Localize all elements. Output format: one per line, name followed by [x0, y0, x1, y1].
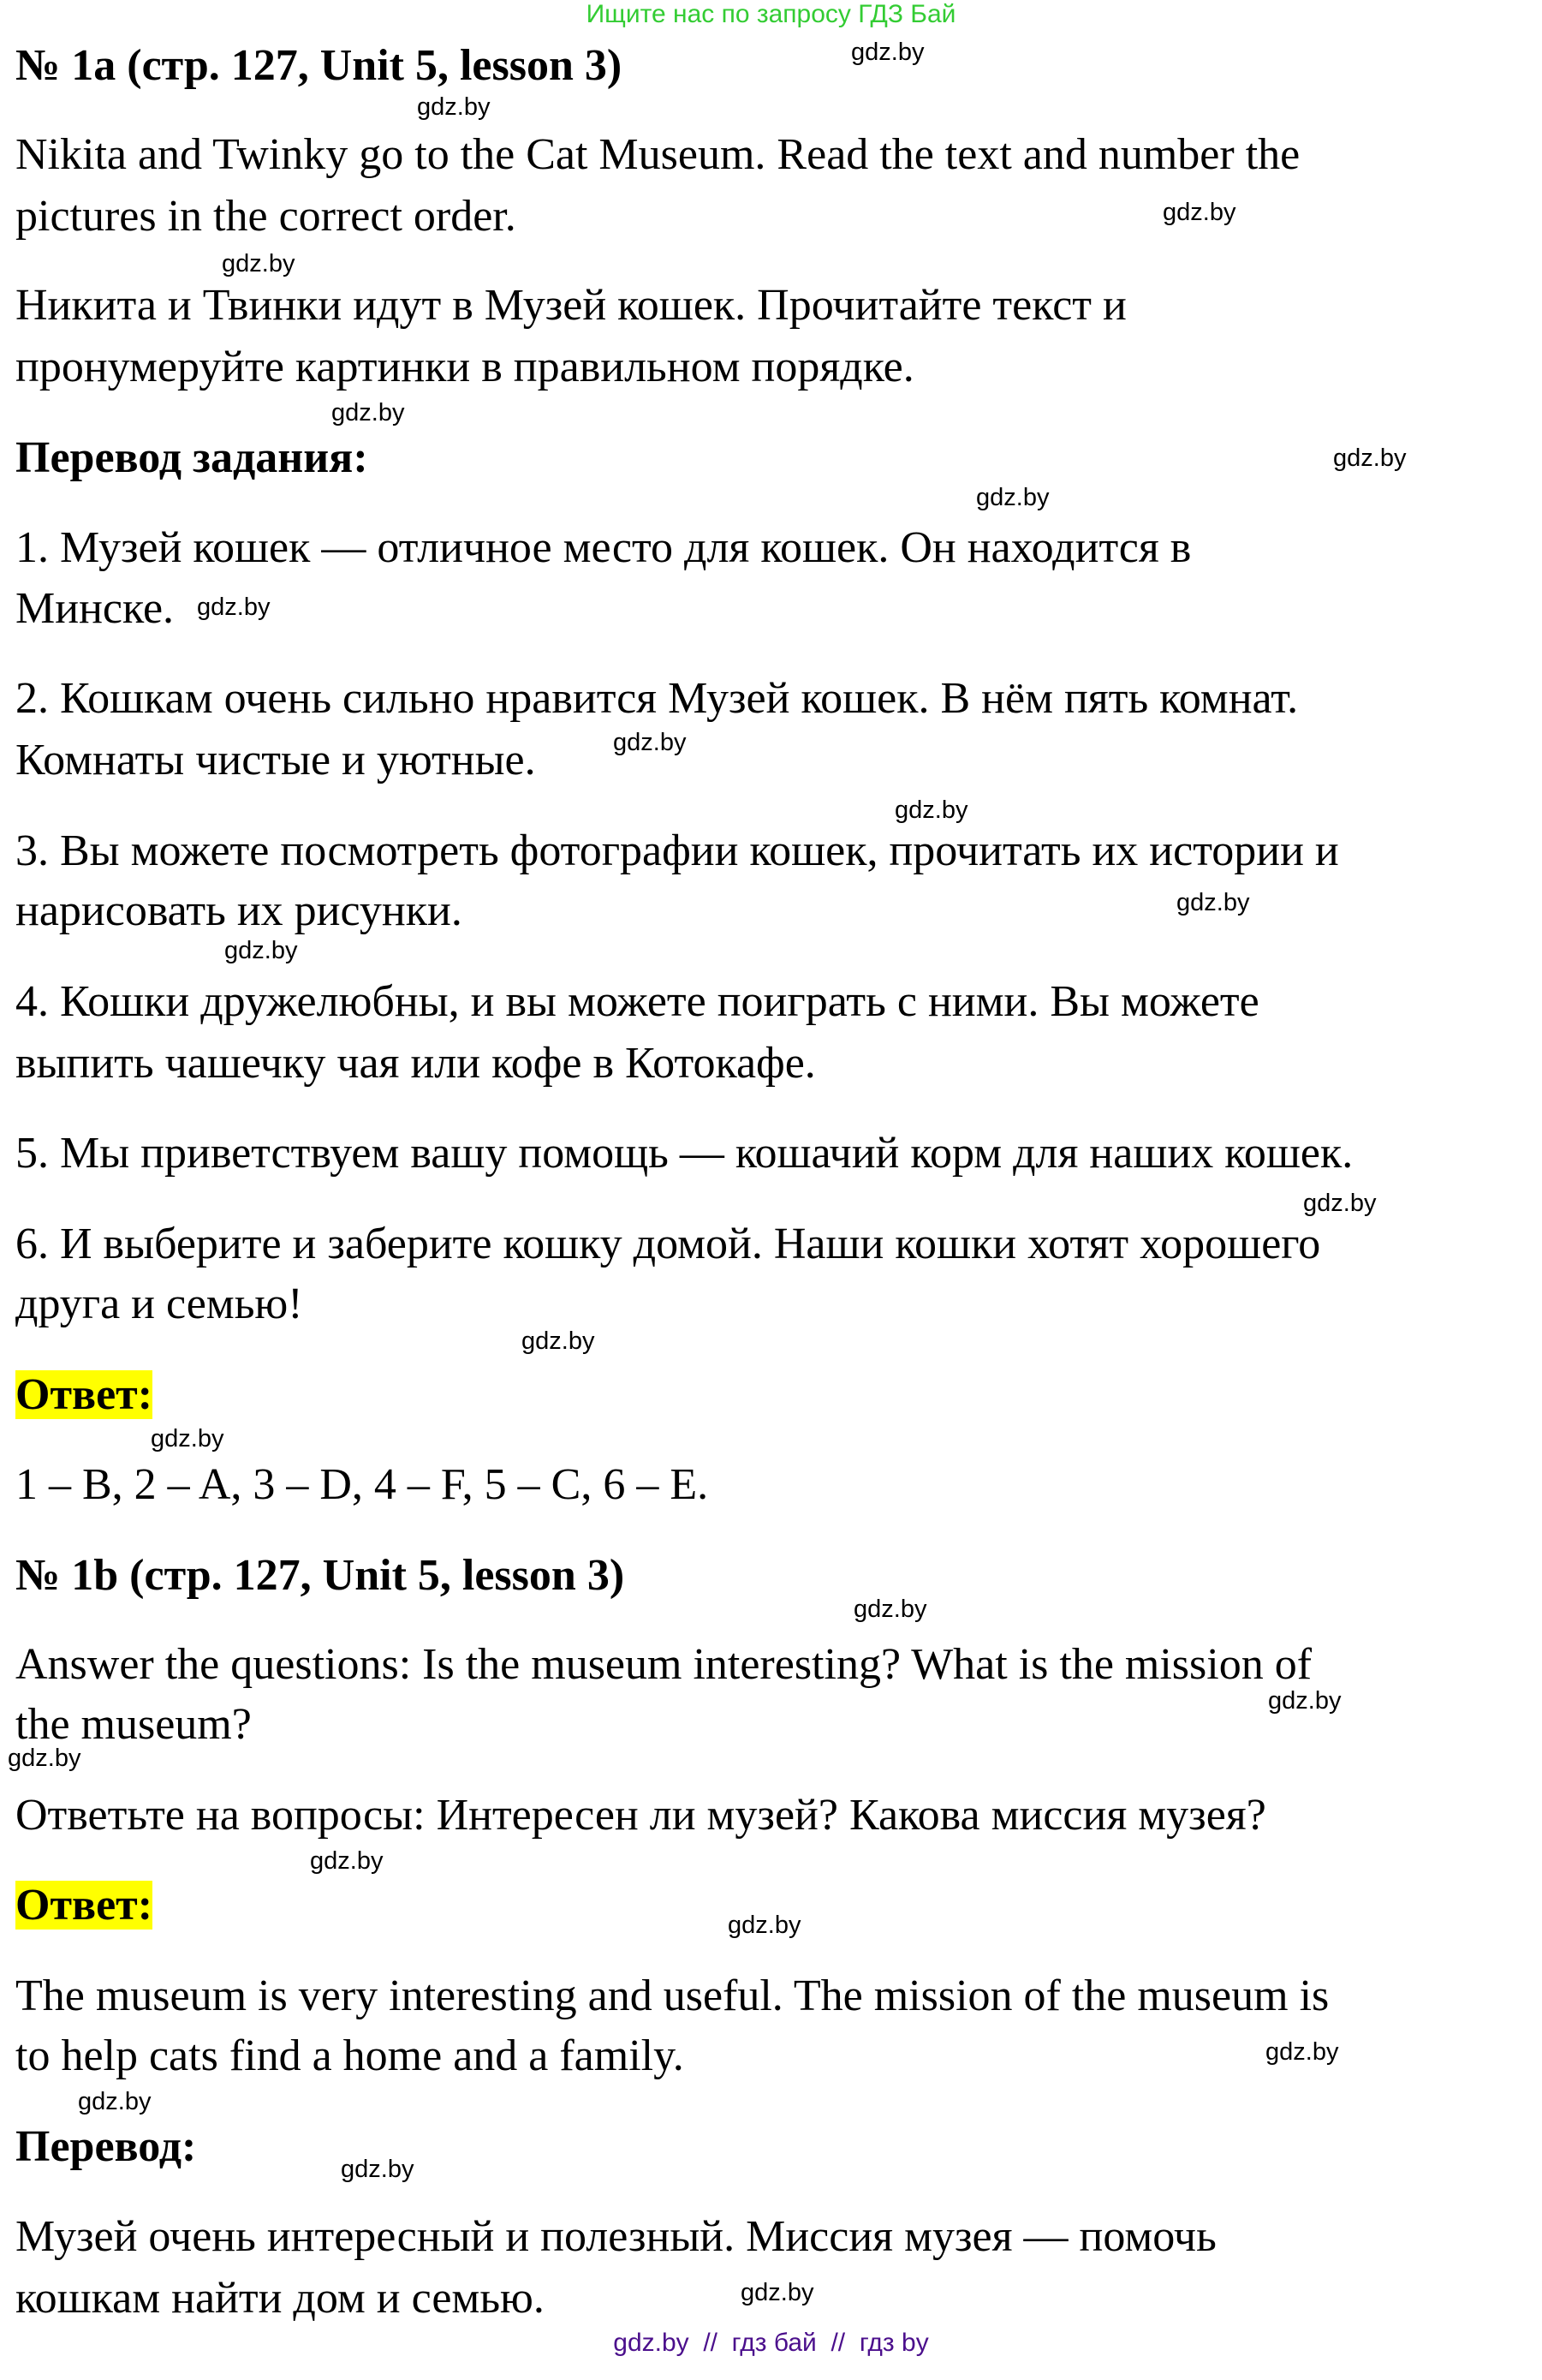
item-line: 6. И выберите и заберите кошку домой. Наши кошки хотят хорошего	[15, 1220, 1321, 1268]
answer-label: Ответ:	[15, 1370, 153, 1419]
watermark: gdz.by	[8, 1745, 81, 1772]
translation-heading: Перевод:	[15, 2122, 197, 2171]
watermark: gdz.by	[976, 484, 1050, 511]
watermark: gdz.by	[341, 2156, 414, 2183]
answer-text: 1 – B, 2 – A, 3 – D, 4 – F, 5 – C, 6 – E.	[15, 1460, 709, 1509]
answer-line: to help cats find a home and a family.	[15, 2031, 684, 2080]
watermark: gdz.by	[854, 1596, 927, 1623]
watermark: gdz.by	[331, 399, 405, 426]
answer-label: Ответ:	[15, 1881, 153, 1930]
instruction-ru-line: пронумеруйте картинки в правильном порядке.	[15, 343, 914, 391]
translation-line: кошкам найти дом и семью.	[15, 2274, 545, 2323]
promo-banner[interactable]: Ищите нас по запросу ГДЗ Бай	[586, 0, 956, 28]
watermark: gdz.by	[310, 1847, 384, 1875]
watermark: gdz.by	[728, 1912, 801, 1939]
translation-heading: Перевод задания:	[15, 433, 368, 482]
watermark: gdz.by	[1268, 1687, 1342, 1715]
item-line: 1. Музей кошек — отличное место для кошек. Он находится в	[15, 523, 1192, 572]
watermark: gdz.by	[851, 39, 925, 66]
instruction-ru-line: Никита и Твинки идут в Музей кошек. Прочитайте текст и	[15, 281, 1127, 330]
watermark: gdz.by	[613, 729, 687, 756]
item-line: друга и семью!	[15, 1279, 303, 1328]
footer-links[interactable]: gdz.by // гдз бай // гдз by	[613, 2329, 929, 2357]
instruction-en-line: Nikita and Twinky go to the Cat Museum. Read the text and number the	[15, 130, 1301, 179]
task-1b-title: № 1b (стр. 127, Unit 5, lesson 3)	[15, 1551, 625, 1600]
answer-line: The museum is very interesting and useful. The mission of the museum is	[15, 1971, 1330, 2020]
item-line: Минске.	[15, 584, 175, 633]
watermark: gdz.by	[1163, 199, 1236, 226]
item-line: 5. Мы приветствуем вашу помощь — кошачий корм для наших кошек.	[15, 1129, 1354, 1178]
watermark: gdz.by	[1176, 889, 1250, 916]
task-1a-title: № 1a (стр. 127, Unit 5, lesson 3)	[15, 41, 622, 90]
item-line: выпить чашечку чая или кофе в Котокафе.	[15, 1039, 816, 1088]
item-line: 3. Вы можете посмотреть фотографии кошек, прочитать их истории и	[15, 826, 1339, 875]
instruction-en-line: the museum?	[15, 1700, 252, 1749]
watermark: gdz.by	[521, 1327, 595, 1355]
watermark: gdz.by	[1333, 444, 1407, 472]
watermark: gdz.by	[224, 937, 298, 964]
item-line: 4. Кошки дружелюбны, и вы можете поиграть с ними. Вы можете	[15, 977, 1259, 1026]
watermark: gdz.by	[417, 93, 491, 121]
instruction-ru-line: Ответьте на вопросы: Интересен ли музей? Какова миссия музея?	[15, 1791, 1266, 1840]
item-line: нарисовать их рисунки.	[15, 886, 462, 935]
watermark: gdz.by	[1265, 2038, 1339, 2066]
instruction-en-line: Answer the questions: Is the museum interesting? What is the mission of	[15, 1640, 1313, 1689]
watermark: gdz.by	[78, 2088, 152, 2115]
watermark: gdz.by	[741, 2279, 814, 2306]
item-line: Комнаты чистые и уютные.	[15, 736, 536, 784]
translation-line: Музей очень интересный и полезный. Миссия музея — помочь	[15, 2212, 1217, 2261]
watermark: gdz.by	[1303, 1190, 1377, 1217]
watermark: gdz.by	[151, 1425, 224, 1452]
watermark: gdz.by	[197, 594, 271, 621]
watermark: gdz.by	[222, 250, 295, 277]
watermark: gdz.by	[895, 796, 968, 824]
instruction-en-line: pictures in the correct order.	[15, 192, 516, 241]
item-line: 2. Кошкам очень сильно нравится Музей кошек. В нём пять комнат.	[15, 674, 1299, 723]
